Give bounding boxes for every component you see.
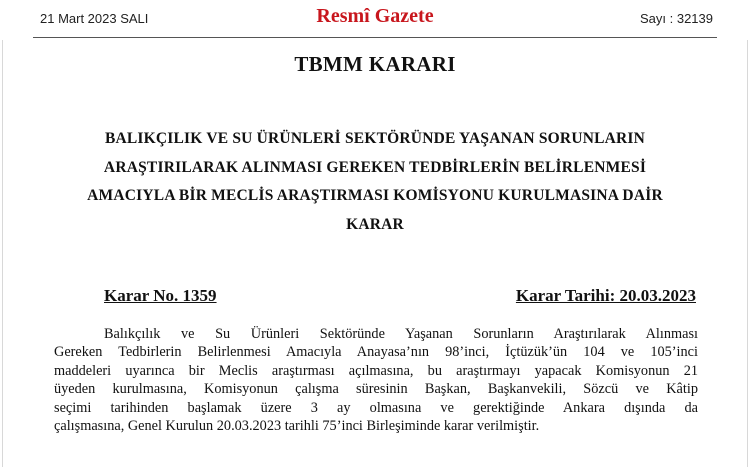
subject-line: ARAŞTIRILARAK ALINMASI GEREKEN TEDBİRLERİN BELİRLENMESİ (103, 158, 647, 176)
body-line: seçimi tarihinden başlamak üzere 3 ay olmasına ve gerektiğinde Ankara dışında da (54, 399, 698, 416)
page-border-left (2, 40, 3, 467)
body-line: Balıkçılık ve Su Ürünleri Sektöründe Yaşanan Sorunların Araştırılarak Alınması (104, 326, 698, 342)
gazette-header (0, 0, 750, 40)
decision-body (54, 325, 698, 435)
body-line: Gereken Tedbirlerin Belirlenmesi Amacıyla Anayasa’nın 98’inci, İçtüzük’ün 104 ve 105’inci (54, 344, 698, 361)
decision-number: Karar No. 1359 (104, 286, 217, 305)
issue-date: 21 Mart 2023 SALI (40, 11, 149, 26)
decision-date: Karar Tarihi: 20.03.2023 (515, 286, 696, 305)
document-title: TBMM KARARI (294, 52, 456, 76)
page-border-right (747, 40, 748, 467)
subject-line: KARAR (346, 215, 404, 233)
subject-line: BALIKÇILIK VE SU ÜRÜNLERİ SEKTÖRÜNDE YAŞANAN SORUNLARIN (104, 130, 646, 147)
issue-number: Sayı : 32139 (640, 11, 713, 26)
header-rule (33, 37, 717, 38)
body-line: maddeleri uyarınca bir Meclis araştırması açılmasına, bu araştırmayı yapacak Komisyonun 21 (54, 362, 698, 379)
decision-subject (55, 125, 695, 239)
gazette-title: Resmî Gazete (316, 5, 434, 27)
body-line: üyeden kurulmasına, Komisyonun çalışma süresinin Başkan, Başkanvekili, Sözcü ve Kâtip (54, 381, 698, 398)
subject-line: AMACIYLA BİR MECLİS ARAŞTIRMASI KOMİSYONU KURULMASINA DAİR (87, 187, 663, 204)
body-line: çalışmasına, Genel Kurulun 20.03.2023 tarihli 75’inci Birleşiminde karar verilmiştir. (54, 418, 540, 435)
